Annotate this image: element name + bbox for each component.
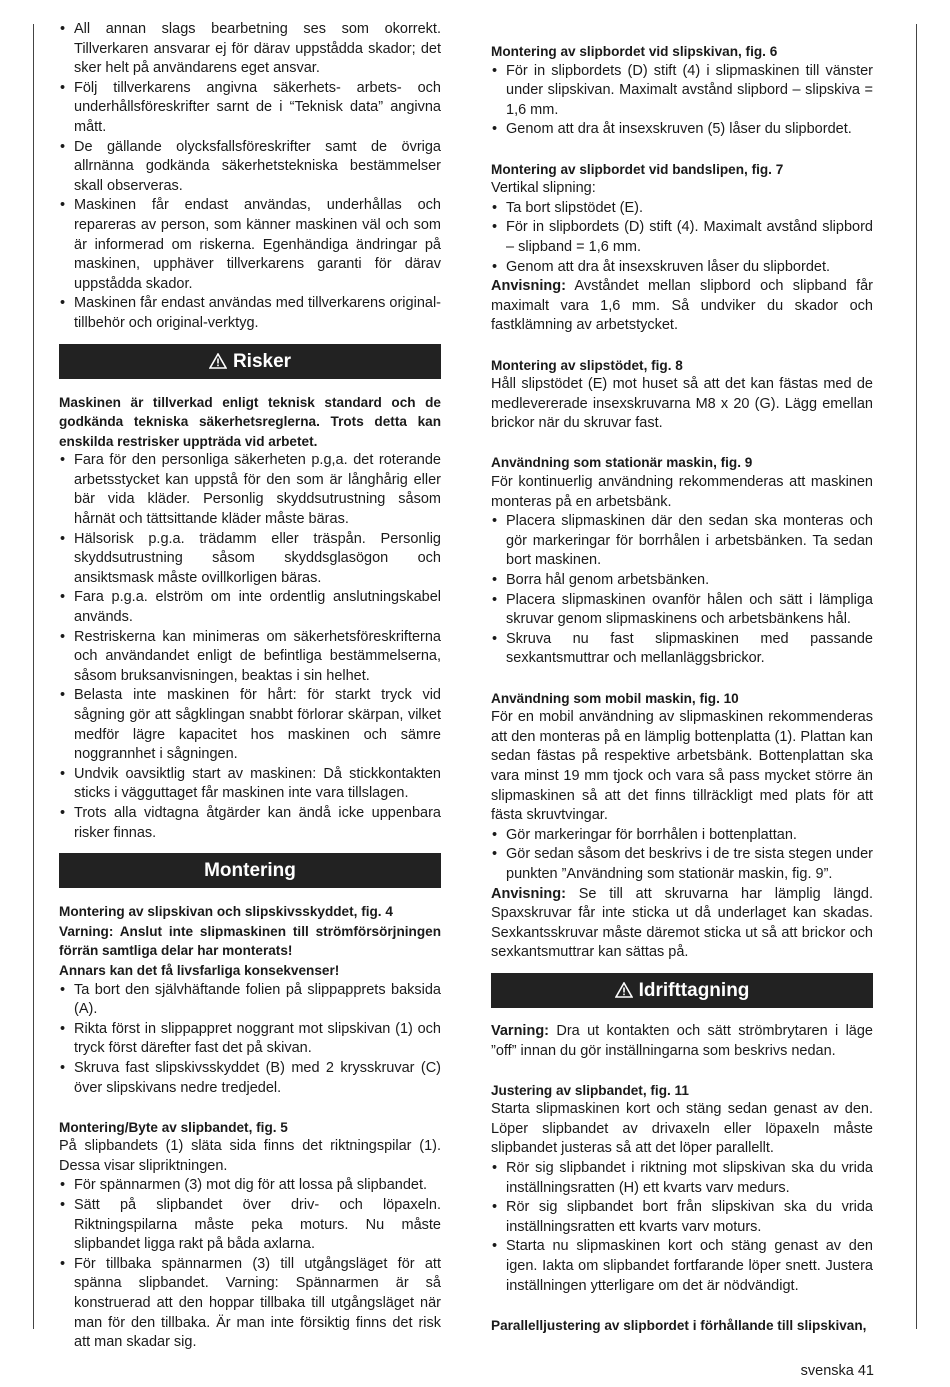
list-item: • Restriskerna kan minimeras om säkerhetsföreskrifterna och användandet enligt de befintliga bestämmelserna, såsom bruksanvisningen, beaktas i sin helhet. <box>59 628 441 687</box>
list-item: • Ta bort den självhäftande folien på slippapprets baksida (A). <box>59 981 441 1020</box>
intro-list <box>59 20 441 334</box>
list-item: • Genom att dra åt insexskruven låser du slipbordet. <box>491 258 873 278</box>
montering-title: Montering <box>204 860 296 882</box>
section-heading: Montering/Byte av slipbandet, fig. 5 <box>59 1119 288 1135</box>
warning-text: Varning: Anslut inte slipmaskinen till strömförsörjningen förrän samtliga delar har monterats! <box>59 923 441 959</box>
section-heading: Montering av slipbordet vid slipskivan, fig. 6 <box>491 44 778 59</box>
risker-intro: Maskinen är tillverkad enligt teknisk standard och de godkända tekniska säkerhetsreglerna. Trots detta kan enskilda restrisker uppträda vid arbetet. <box>59 394 441 449</box>
list-item: • Rikta först in slippappret noggrant mot slipskivan (1) och tryck först därefter fast det på skivan. <box>59 1020 441 1059</box>
section-heading: Användning som mobil maskin, fig. 10 <box>491 690 739 706</box>
paragraph: Håll slipstödet (E) mot huset så att det kan fästas med de medlevererade insexskruvarna M8 x 20 (G). Lägg emellan brickor när du skruvar fast. <box>491 376 873 432</box>
list-item: • Borra hål genom arbetsbänken. <box>491 571 873 591</box>
s9-list <box>491 512 873 669</box>
right-column <box>491 20 873 1335</box>
right-margin-rule <box>916 24 917 1329</box>
note-label: Anvisning: <box>491 278 566 295</box>
list-item: • Maskinen får endast användas, underhållas och repareras av person, som känner maskinen väl och som är informerad om riskerna. Egenhändiga ändringar på maskinen, upphäver tillverkarens garanti för därav uppstådda skador. <box>59 196 441 294</box>
risker-list <box>59 451 441 843</box>
list-item: • Undvik oavsiktlig start av maskinen: Då stickkontakten sticks i vägguttaget får maskinen inte vara tillslagen. <box>59 765 441 804</box>
risker-title: Risker <box>232 350 292 372</box>
list-item: • Gör sedan såsom det beskrivs i de tre sista stegen under punkten ”Användning som stationär maskin, fig. 9”. <box>491 845 873 884</box>
section-heading: Justering av slipbandet, fig. 11 <box>491 1082 689 1098</box>
section-heading: Parallelljustering av slipbordet i förhållande till slipskivan, <box>491 1317 867 1333</box>
s7-list <box>491 199 873 277</box>
list-item: • Hälsorisk p.g.a. trädamm eller träspån. Personlig skyddsutrustning såsom skyddsglasögon och ansiktsmask måste ovillkorligen bäras. <box>59 530 441 589</box>
warning-text: Dra ut kontakten och sätt strömbrytaren i läge ”off” innan du gör inställningarna som beskrivs nedan. <box>491 1022 873 1059</box>
risker-section-bar <box>59 344 441 379</box>
paragraph: För kontinuerlig användning rekommenderas att maskinen monteras på en arbetsbänk. <box>491 474 873 510</box>
list-item: • Fara p.g.a. elström om inte ordentlig anslutningskabel används. <box>59 588 441 627</box>
warning-icon <box>615 982 633 998</box>
s11-list <box>491 1159 873 1296</box>
left-column <box>59 20 441 1353</box>
idrifttagning-title: Idrifttagning <box>638 979 750 1001</box>
page-number: svenska 41 <box>800 1363 874 1379</box>
note-text: Avståndet mellan slipbord och slipband får maximalt vara 1,6 mm. Så undviker du skador och fastklämning av arbetstycket. <box>491 278 873 334</box>
list-item: • Rör sig slipbandet i riktning mot slipskivan ska du vrida inställningsratten (H) ett kvarts varv medurs. <box>491 1159 873 1198</box>
list-item: • Genom att dra åt insexskruven (5) låser du slipbordet. <box>491 120 873 140</box>
paragraph: Starta slipmaskinen kort och stäng sedan genast av den. Löper slipbandet av drivaxeln eller löpaxeln måste slipbandet justeras så att det löper parallellt. <box>491 1101 873 1157</box>
warning-label: Varning: <box>491 1022 550 1039</box>
list-item: • För spännarmen (3) mot dig för att lossa på slipbandet. <box>59 1176 441 1196</box>
section-heading: Montering av slipskivan och slipskivsskyddet, fig. 4 <box>59 904 393 920</box>
note-text: Se till att skruvarna har lämplig längd. Spaxskruvar får inte sticka ut då underlaget kan skadas. Sexkantsskruvar måste däremot sticka ut så att brickor och sexkantsmuttrar kan sättas på. <box>491 885 873 961</box>
paragraph: På slipbandets (1) släta sida finns det riktningspilar (1). Dessa visar slipriktningen. <box>59 1138 441 1174</box>
list-item: • Trots alla vidtagna åtgärder kan ändå icke uppenbara risker finnas. <box>59 804 441 843</box>
idrifttagning-section-bar <box>491 973 873 1008</box>
list-item: • Sätt på slipbandet över driv- och löpaxeln. Riktningspilarna måste peka moturs. Nu måste slipbandet ligga rakt på båda axlarna. <box>59 1196 441 1255</box>
section-heading: Montering av slipbordet vid bandslipen, fig. 7 <box>491 161 784 177</box>
list-item: • Skruva nu fast slipmaskinen med passande sexkantsmuttrar och mellanläggsbrickor. <box>491 630 873 669</box>
note-label: Anvisning: <box>491 885 566 902</box>
s4-list <box>59 981 441 1099</box>
montering-section-bar <box>59 853 441 888</box>
list-item: • Följ tillverkarens angivna säkerhets- arbets- och underhållsföreskrifter sarnt de i “Teknisk data” angivna mått. <box>59 79 441 138</box>
s6-list <box>491 62 873 140</box>
note-paragraph <box>491 277 873 336</box>
section-heading: Användning som stationär maskin, fig. 9 <box>491 455 753 471</box>
s10-list <box>491 826 873 885</box>
list-item: • Ta bort slipstödet (E). <box>491 199 873 219</box>
list-item: • Maskinen får endast användas med tillverkarens original-tillbehör och original-verktyg. <box>59 294 441 333</box>
list-item: • Placera slipmaskinen ovanför hålen och sätt i lämpliga skruvar genom slipmaskinens och arbetsbänkens hål. <box>491 591 873 630</box>
list-item: • Fara för den personliga säkerheten p.g,a. det roterande arbetsstycket kan uppstå för den som är långhårig eller bär vida kläder. Personlig skyddsutrustning såsom hårnät och tättsittande kläder måste bäras. <box>59 451 441 529</box>
left-margin-rule <box>33 24 34 1329</box>
list-item: • För tillbaka spännarmen (3) till utgångsläget för att spänna slipbandet. Varning: Spännarmen är så konstruerad att den hoppar tillbaka till utgångsläget när man för den tillbaka. Är man inte försiktig finns det risk att man skadar sig. <box>59 1255 441 1353</box>
list-item: • Belasta inte maskinen för hårt: för starkt tryck vid sågning gör att sågklingan snabbt förlorar skärpan, vilket medför lägre kapacitet hos maskinen och sämre noggrannhet i sågningen. <box>59 686 441 764</box>
s5-list <box>59 1176 441 1352</box>
warning-icon <box>209 353 227 369</box>
list-item: • För in slipbordets (D) stift (4) i slipmaskinen till vänster under slipskivan. Maximalt avstånd slipbord – slipskiva = 1,6 mm. <box>491 62 873 121</box>
list-item: • Gör markeringar för borrhålen i bottenplattan. <box>491 826 873 846</box>
note-paragraph <box>491 885 873 963</box>
section-heading: Montering av slipstödet, fig. 8 <box>491 357 683 373</box>
list-item: • De gällande olycksfallsföreskrifter samt de övriga allrnänna godkända säkerhetstekniska bestämmelser skall observeras. <box>59 138 441 197</box>
paragraph: För en mobil användning av slipmaskinen rekommenderas att den monteras på en lämplig bottenplatta (1). Plattan kan sedan fästas på respektive arbetsbänk. Bottenplattan ska vara minst 19 mm tjock och vara så pass mycket större än slipmaskinen så att det finns tillräckligt med plats för att fästa skruvtvingar. <box>491 709 873 824</box>
list-item: • För in slipbordets (D) stift (4). Maximalt avstånd slipbord – slipband = 1,6 mm. <box>491 218 873 257</box>
list-item: • Starta nu slipmaskinen kort och stäng genast av den igen. Iakta om slipbandet fortfarande löper snett. Justera inställningen ytterligare om det är nödvändigt. <box>491 1237 873 1296</box>
list-item: • Rör sig slipbandet bort från slipskivan ska du vrida inställningsratten ett kvarts varv moturs. <box>491 1198 873 1237</box>
paragraph: Vertikal slipning: <box>491 180 596 197</box>
list-item: • Skruva fast slipskivsskyddet (B) med 2 krysskruvar (C) över slipskivans nedre tredjedel. <box>59 1059 441 1098</box>
list-item: • Placera slipmaskinen där den sedan ska monteras och gör markeringar för borrhålen i arbetsbänken. Ta sedan bort maskinen. <box>491 512 873 571</box>
warning-text: Annars kan det få livsfarliga konsekvenser! <box>59 962 340 978</box>
list-item: • All annan slags bearbetning ses som okorrekt. Tillverkaren ansvarar ej för därav uppstådda skador; det sker helt på användarens eget ansvar. <box>59 20 441 79</box>
warning-paragraph <box>491 1022 873 1061</box>
